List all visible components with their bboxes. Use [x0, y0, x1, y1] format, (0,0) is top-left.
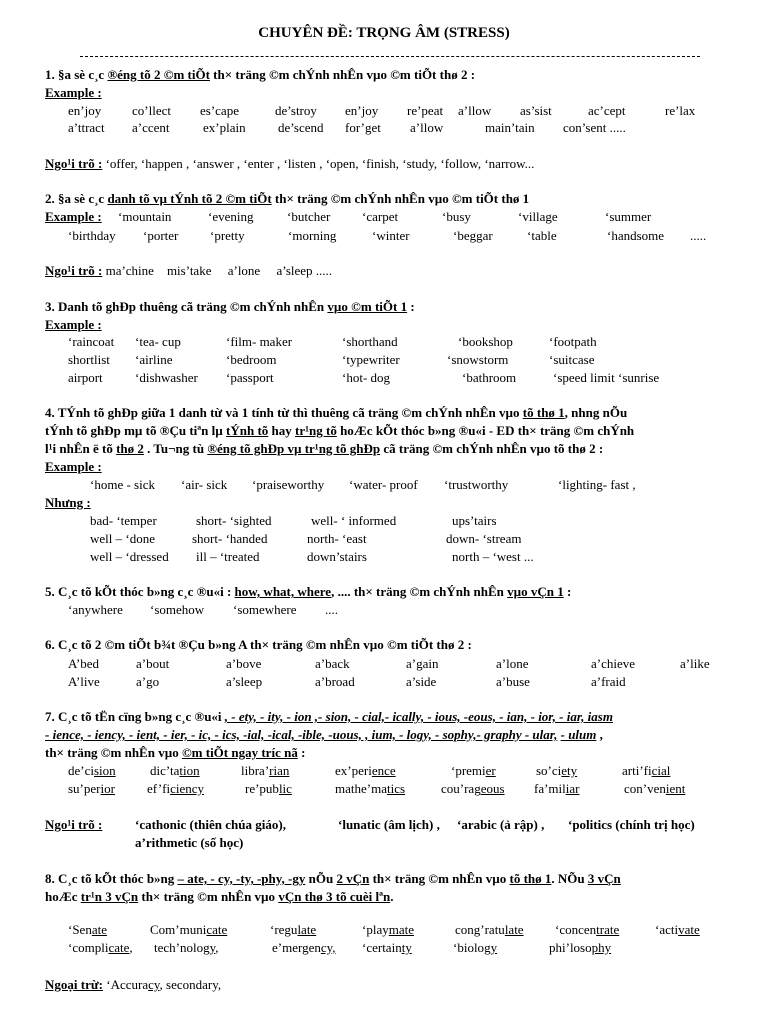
s4-l3-key-1: thø 2	[116, 441, 144, 456]
word-suffix-underlined: tics	[386, 781, 406, 796]
word-suffix-underlined: vate	[678, 922, 700, 937]
example-word: ‘home - sick	[90, 477, 155, 492]
example-word: ‘somehow	[150, 602, 205, 617]
word-suffix-underlined: ety	[561, 763, 578, 778]
example-word: a’gain	[406, 656, 439, 671]
word-suffix-underlined: late	[297, 922, 317, 937]
s5-heading-key-1: how, what, where	[234, 584, 332, 599]
section-6-heading: 6. C¸c tõ 2 ©m tiÕt b¾t ®Çu b»ng A th× träng ©m nhÊn vµo ©m tiÕt thø 2 :	[45, 637, 472, 652]
s7-exception-2: ‘lunatic (âm lịch) ,	[338, 817, 440, 832]
example-word: north- ‘east	[307, 531, 367, 546]
example-word: ‘butcher	[287, 209, 331, 224]
example-word: ‘beggar	[453, 228, 493, 243]
example-word: a’ccent	[132, 120, 170, 135]
word-stem: ‘play	[362, 922, 389, 937]
example-word: ‘water- proof	[349, 477, 418, 492]
s5-heading-key-2: vµo vÇn 1	[507, 584, 564, 599]
example-word: A’bed	[68, 656, 100, 671]
word-suffix-underlined: phy	[591, 940, 612, 955]
s8-l1-text: 8. C¸c tõ kÕt thóc b»ng	[45, 871, 178, 886]
example-word	[150, 764, 200, 777]
word-suffix-underlined: trate	[596, 922, 620, 937]
example-word: ‘speed limit ‘sunrise	[553, 370, 660, 385]
example-word: a’bout	[136, 656, 170, 671]
s1-heading-key: ®éng tõ 2 ©m tiÕt	[107, 67, 210, 82]
s5-heading-tail: :	[563, 584, 572, 599]
example-word	[68, 941, 133, 954]
example-word: main’tain	[485, 120, 535, 135]
word-stem: ‘biolo	[453, 940, 485, 955]
word-stem: libra’	[241, 763, 270, 778]
example-word	[451, 764, 496, 777]
example-word	[147, 782, 204, 795]
word-stem: ‘acti	[655, 922, 679, 937]
section-1-heading	[45, 68, 475, 81]
example-word: de’stroy	[275, 103, 317, 118]
example-word	[335, 764, 396, 777]
s1-example-label: Example :	[45, 85, 102, 100]
example-word: ‘shorthand	[342, 334, 398, 349]
section-4-heading-line-3	[45, 442, 603, 455]
example-word: ‘morning	[288, 228, 337, 243]
example-word	[362, 941, 412, 954]
word-suffix-underlined: lic	[278, 781, 292, 796]
s8-exception	[45, 978, 221, 991]
s4-l3-join: . Tu¬ng tù	[143, 441, 208, 456]
s4-example-label: Example :	[45, 459, 102, 474]
example-word	[622, 764, 670, 777]
s7-l1-suffixes: , - ety, - ity, - ion ,- sion, - cial,- ically, - ious, -eous, - ian, - ior, - iar, iasm	[224, 709, 613, 724]
s8-l1-key-3: 3 vÇn	[587, 871, 621, 886]
word-suffix-underlined: tion	[179, 763, 200, 778]
s5-heading-join: , .... th× träng ©m chÝnh nhÊn	[331, 584, 508, 599]
section-8-heading-line-2	[45, 890, 393, 903]
example-word: a’side	[406, 674, 437, 689]
example-word: ac’cept	[588, 103, 626, 118]
example-word	[441, 782, 505, 795]
example-word: well- ‘ informed	[311, 513, 397, 528]
s1-exception	[45, 157, 534, 170]
s4-l1-tail: , nhng nÕu	[564, 405, 628, 420]
example-word: a’sleep	[226, 674, 263, 689]
word-suffix-underlined: ence	[371, 763, 396, 778]
s8-l2-tail: .	[390, 889, 394, 904]
s7-l3-key: ©m tiÕt ngay tríc nã	[181, 745, 298, 760]
s1-heading-text: 1. §a sè c¸c	[45, 67, 108, 82]
s7-exception-3: ‘arabic (ả rập) ,	[457, 817, 545, 832]
s4-l3-key-2: ®éng tõ ghÐp vµ tr¹ng tõ ghÐp	[207, 441, 381, 456]
example-word: down’stairs	[307, 549, 367, 564]
s2-exception	[45, 264, 332, 277]
word-stem: dic’ta	[150, 763, 180, 778]
example-word: ‘footpath	[549, 334, 597, 349]
example-word: a’bove	[226, 656, 262, 671]
s7-l2-suffix-ulum: - ulum	[560, 727, 597, 742]
word-suffix-underlined: iar	[565, 781, 580, 796]
word-stem: Com’muni	[150, 922, 207, 937]
example-word: ‘film- maker	[226, 334, 293, 349]
s8-l2-key-2: vÇn thø 3 tõ cuèi lªn	[278, 889, 391, 904]
word-suffix-underlined: cate	[108, 940, 130, 955]
s8-l1-join-1: nÕu	[305, 871, 337, 886]
example-word	[68, 923, 107, 936]
s4-l2-tail: hoÆc kÕt thóc b»ng ®u«i - ED th× träng ©m chÝnh	[336, 423, 635, 438]
example-word: ‘airline	[135, 352, 173, 367]
example-word	[455, 923, 524, 936]
example-word	[655, 923, 700, 936]
s4-but-label: Nhưng :	[45, 495, 91, 510]
example-word: ‘porter	[143, 228, 179, 243]
word-suffix-underlined: mate	[388, 922, 414, 937]
example-word	[241, 764, 289, 777]
example-word: en’joy	[345, 103, 379, 118]
example-word	[245, 782, 292, 795]
example-word	[272, 941, 336, 954]
word-suffix-underlined: cate	[206, 922, 228, 937]
s4-l1-key: tõ thø 1	[522, 405, 565, 420]
word-stem: arti’fi	[622, 763, 652, 778]
word-suffix-underlined: ient	[665, 781, 686, 796]
example-word: a’go	[136, 674, 160, 689]
s8-exception-text-b: cy	[148, 977, 160, 992]
s2-exception-text: ma’chine mis’take a’lone a’sleep .....	[102, 263, 333, 278]
example-word: ‘handsome	[607, 228, 665, 243]
s1-heading-tail: th× träng ©m chÝnh nhÊn vµo ©m tiÕt thø 2 :	[209, 67, 476, 82]
word-suffix-underlined: cial	[651, 763, 671, 778]
example-word: ....	[325, 602, 338, 617]
title-divider	[80, 56, 700, 57]
example-word: es’cape	[200, 103, 239, 118]
s8-exception-text-a: ‘Accura	[102, 977, 149, 992]
s1-exception-label: Ngo¹i trõ :	[45, 156, 103, 171]
example-word	[534, 782, 579, 795]
section-3-heading	[45, 300, 415, 313]
s7-exception-4: ‘politics (chính trị học)	[568, 817, 695, 832]
word-suffix-underlined: eous	[480, 781, 505, 796]
word-stem: ‘regu	[270, 922, 298, 937]
example-word: A’live	[68, 674, 100, 689]
word-trailing: ,	[129, 940, 133, 955]
example-word: ‘bookshop	[458, 334, 513, 349]
section-5-heading	[45, 585, 571, 598]
example-word: shortlist	[68, 352, 110, 367]
example-word: de’scend	[278, 120, 324, 135]
word-suffix-underlined: ciency	[170, 781, 205, 796]
example-word	[150, 923, 227, 936]
example-word: ‘hot- dog	[342, 370, 391, 385]
example-word: ex’plain	[203, 120, 246, 135]
example-word: ‘winter	[372, 228, 410, 243]
s2-heading-text: 2. §a sè c¸c	[45, 191, 108, 206]
example-word: ill – ‘treated	[196, 549, 260, 564]
example-word: ‘snowstorm	[447, 352, 509, 367]
s7-l1-text: 7. C¸c tõ tËn cïng b»ng c¸c ®u«i	[45, 709, 225, 724]
s7-l2-tail: ,	[596, 727, 603, 742]
example-word: re’peat	[407, 103, 444, 118]
example-word: ‘anywhere	[68, 602, 123, 617]
s8-l1-key-1: 2 vÇn	[336, 871, 370, 886]
s7-l2-suffixes: - ience, - iency, - ient, - ier, - ic, - ics, -ial, -ical, -ible, -uous, , ium, - logy, - sophy,- graphy - ular,	[45, 727, 558, 742]
s2-example-label: Example :	[45, 209, 102, 224]
example-word	[453, 941, 497, 954]
example-word	[154, 941, 219, 954]
s8-exception-text-c: , secondary,	[159, 977, 222, 992]
word-stem: ‘certain	[362, 940, 402, 955]
word-stem: re’pub	[245, 781, 279, 796]
section-2-heading	[45, 192, 529, 205]
example-word: ‘praiseworthy	[252, 477, 325, 492]
s7-exception-5: a’rithmetic (số học)	[135, 835, 244, 850]
example-word: well – ‘done	[90, 531, 155, 546]
s7-l3-tail: :	[297, 745, 306, 760]
example-word	[549, 941, 611, 954]
section-4-heading-line-2	[45, 424, 634, 437]
word-suffix-underlined: late	[504, 922, 524, 937]
s8-l2-join: th× träng ©m nhÊn vµo	[138, 889, 279, 904]
example-word	[68, 782, 115, 795]
s8-l1-key-2: tõ thø 1	[509, 871, 552, 886]
example-word: ‘tea- cup	[135, 334, 181, 349]
word-stem: de’ci	[68, 763, 94, 778]
word-stem: fa’mil	[534, 781, 566, 796]
example-word: ‘raincoat	[68, 334, 115, 349]
word-suffix-underlined: gy	[484, 940, 498, 955]
s7-l3-text: th× träng ©m nhÊn vµo	[45, 745, 182, 760]
s2-heading-tail: th× träng ©m chÝnh nhÊn vµo ©m tiÕt thø 1	[271, 191, 530, 206]
example-word: for’get	[345, 120, 381, 135]
example-word: ‘carpet	[362, 209, 399, 224]
example-word	[335, 782, 405, 795]
word-stem: ‘premi	[451, 763, 486, 778]
word-stem: ‘concen	[555, 922, 597, 937]
word-stem: cong’ratu	[455, 922, 505, 937]
example-word: ‘passport	[226, 370, 274, 385]
word-stem: so’ci	[536, 763, 562, 778]
example-word: ‘suitcase	[549, 352, 595, 367]
s4-l2-key-2: tr¹ng tõ	[295, 423, 337, 438]
s2-exception-label: Ngo¹i trõ :	[45, 263, 103, 278]
example-word: ‘dishwasher	[135, 370, 198, 385]
s3-heading-key: vµo ©m tiÕt 1	[327, 299, 408, 314]
example-word: a’broad	[315, 674, 355, 689]
example-word: a’chieve	[591, 656, 636, 671]
s4-l2-key-1: tÝnh tõ	[226, 423, 269, 438]
word-suffix-underlined: ty	[401, 940, 412, 955]
example-word: ‘somewhere	[233, 602, 297, 617]
example-word: short- ‘sighted	[196, 513, 272, 528]
example-word	[536, 764, 577, 777]
word-stem: ‘compli	[68, 940, 109, 955]
example-word: bad- ‘temper	[90, 513, 157, 528]
example-word: re’lax	[665, 103, 696, 118]
example-word: ‘village	[518, 209, 558, 224]
example-word: ‘birthday	[68, 228, 116, 243]
example-word: a’llow	[410, 120, 444, 135]
example-word	[362, 923, 414, 936]
example-word: ‘summer	[605, 209, 652, 224]
example-word: a’lone	[496, 656, 529, 671]
example-word: a’like	[680, 656, 710, 671]
example-word: ‘busy	[442, 209, 471, 224]
example-word: north – ‘west ...	[452, 549, 534, 564]
s1-exception-text: ‘offer, ‘happen , ‘answer , ‘enter , ‘listen , ‘open, ‘finish, ‘study, ‘follow, ‘narrow...	[102, 156, 535, 171]
example-word: ‘evening	[208, 209, 254, 224]
s2-heading-key: danh tõ vµ tÝnh tõ 2 ©m tiÕt	[107, 191, 272, 206]
word-suffix-underlined: cy,	[320, 940, 336, 955]
section-4-heading-line-1	[45, 406, 627, 419]
section-8-heading-line-1	[45, 872, 621, 885]
example-word	[270, 923, 316, 936]
s3-example-label: Example :	[45, 317, 102, 332]
word-suffix-underlined: gy	[203, 940, 216, 955]
s8-l1-suffixes: – ate, - cy, -ty, -phy, -gy	[177, 871, 306, 886]
s4-l2-text: tÝnh tõ ghÐp mµ tõ ®Çu tiªn lµ	[45, 423, 227, 438]
s3-heading-tail: :	[407, 299, 415, 314]
example-word: ‘mountain	[118, 209, 172, 224]
example-word: ‘bedroom	[226, 352, 277, 367]
example-word: a’fraid	[591, 674, 626, 689]
example-word: well – ‘dressed	[90, 549, 169, 564]
word-stem: ef’fi	[147, 781, 171, 796]
word-stem: con’ven	[624, 781, 666, 796]
example-word: short- ‘handed	[192, 531, 268, 546]
example-word: a’ttract	[68, 120, 105, 135]
word-suffix-underlined: er	[485, 763, 496, 778]
s4-l2-join: hay	[268, 423, 296, 438]
word-stem: e’mergen	[272, 940, 321, 955]
word-trailing: ,	[215, 940, 219, 955]
word-stem: cou’rag	[441, 781, 481, 796]
word-suffix-underlined: ior	[100, 781, 115, 796]
example-word	[68, 764, 116, 777]
s8-l1-join-3: . NÕu	[551, 871, 588, 886]
s8-l2-text: hoÆc	[45, 889, 81, 904]
s8-l1-join-2: th× träng ©m nhÊn vµo	[369, 871, 510, 886]
example-word: as’sist	[520, 103, 552, 118]
page-title: CHUYÊN ĐỀ: TRỌNG ÂM (STRESS)	[258, 25, 510, 41]
s4-l3-tail: cã träng ©m chÝnh nhÊn vµo tõ thø 2 :	[380, 441, 604, 456]
example-word: ups’tairs	[452, 513, 497, 528]
example-word	[624, 782, 685, 795]
example-word: a’llow	[458, 103, 492, 118]
example-word: ‘typewriter	[342, 352, 400, 367]
s8-exception-label: Ngoại trừ:	[45, 977, 103, 992]
word-stem: ‘Sen	[68, 922, 92, 937]
section-7-heading-line-1	[45, 710, 613, 723]
example-word: ‘trustworthy	[444, 477, 509, 492]
example-word: ‘bathroom	[462, 370, 517, 385]
example-word: co’llect	[132, 103, 171, 118]
section-7-heading-line-3	[45, 746, 305, 759]
example-word	[555, 923, 619, 936]
s7-exception-label: Ngo¹i trõ :	[45, 817, 103, 832]
word-suffix-underlined: rian	[269, 763, 290, 778]
s3-heading-text: 3. Danh tõ ghÐp thuêng cã träng ©m chÝnh nhÊn	[45, 299, 328, 314]
word-suffix-underlined: ate	[91, 922, 107, 937]
example-word: a’back	[315, 656, 350, 671]
example-word: down- ‘stream	[446, 531, 522, 546]
word-stem: mathe’ma	[335, 781, 387, 796]
s8-l2-key-1: tr¹n 3 vÇn	[80, 889, 139, 904]
example-word: airport	[68, 370, 103, 385]
s5-heading-text: 5. C¸c tõ kÕt thóc b»ng c¸c ®u«i :	[45, 584, 235, 599]
example-word: a’buse	[496, 674, 530, 689]
word-suffix-underlined: sion	[93, 763, 116, 778]
s4-l1-text: 4. TÝnh tõ ghÐp giữa 1 danh từ và 1 tính từ thì thuêng cã träng ©m chÝnh nhÊn vµo	[45, 405, 523, 420]
word-stem: ex’peri	[335, 763, 372, 778]
s7-exception-1: ‘cathonic (thiên chúa giáo),	[135, 817, 286, 832]
example-word: ‘table	[527, 228, 557, 243]
word-stem: phi’loso	[549, 940, 592, 955]
example-word: con’sent .....	[563, 120, 626, 135]
example-word: ‘pretty	[210, 228, 245, 243]
s4-l3-text: l¹i nhÊn ë tõ	[45, 441, 117, 456]
example-word: ‘air- sick	[181, 477, 228, 492]
section-7-heading-line-2	[45, 728, 603, 741]
example-word: ‘lighting- fast ,	[558, 477, 636, 492]
example-word: en’joy	[68, 103, 102, 118]
word-stem: su’per	[68, 781, 101, 796]
example-word: .....	[690, 228, 707, 243]
word-stem: tech’nolo	[154, 940, 204, 955]
